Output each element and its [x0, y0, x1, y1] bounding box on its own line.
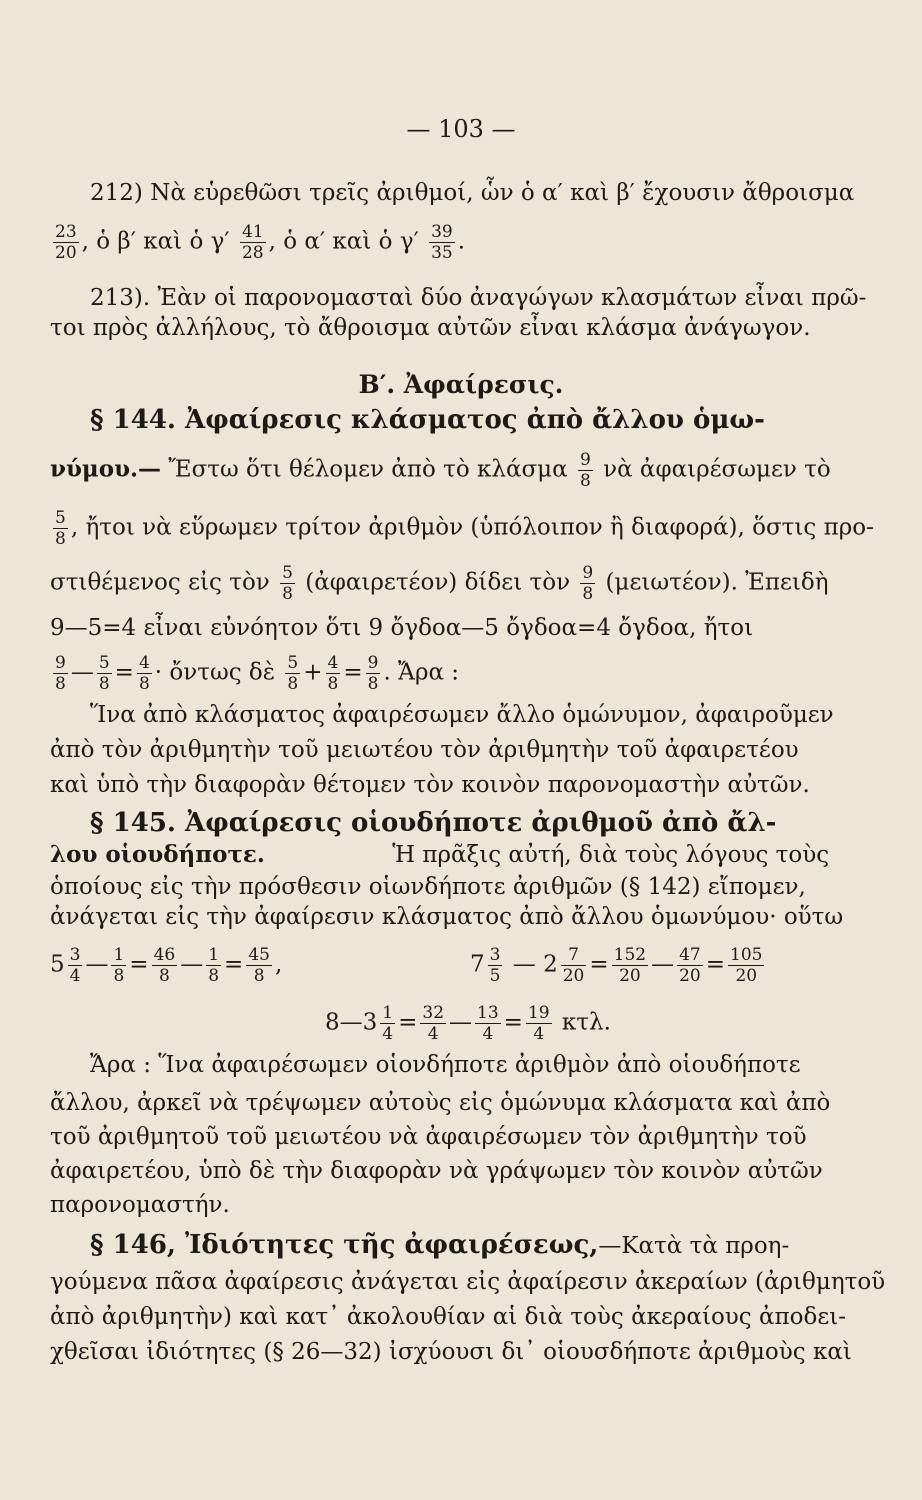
section-144-rule1: Ἵνα ἀπὸ κλάσματος ἀφαιρέσωμεν ἄλλο ὁμώνυμον, ἀφαιροῦμεν — [90, 702, 834, 728]
equation-1: 5 $\frac{3}{4}$ — $\frac{1}{8}$ = $\frac{46}{8}$ — $\frac{1}{8}$ = $\frac{45}{8}$ , — [50, 945, 283, 986]
section-144-line3: στιθέμενος εἰς τὸν $\frac{5}{8}$ (ἀφαιρετέον) δίδει τὸν $\frac{9}{8}$ (μειωτέον). Ἐπειδὴ — [50, 563, 829, 604]
exercise-212-line2: $\frac{23}{20}$ , ὁ β′ καὶ ὁ γ′ $\frac{41}{28}$ , ὁ α′ καὶ ὁ γ′ $\frac{39}{35}$ . — [55, 222, 466, 263]
exercise-213-line2: τοι πρὸς ἀλλήλους, τὸ ἄθροισμα αὐτῶν εἶναι κλάσμα ἀνάγωγον. — [50, 315, 811, 341]
section-145-heading: § 145. Ἀφαίρεσις οἱουδήποτε ἀριθμοῦ ἀπὸ ἄλ- — [90, 808, 777, 838]
fraction: $\frac{5}{8}$ — [55, 508, 66, 549]
section-145-rule3: τοῦ ἀριθμητοῦ τοῦ μειωτέου νὰ ἀφαιρέσωμεν τὸν ἀριθμητὴν τοῦ — [50, 1124, 807, 1150]
section-145-rule1: Ἄρα : Ἵνα ἀφαιρέσωμεν οἱονδήποτε ἀριθμὸν ἀπὸ οἱουδήποτε — [90, 1052, 801, 1078]
section-145-line1: λου οἱουδήποτε. Ἡ πρᾶξις αὐτή, διὰ τοὺς λόγους τοὺς — [50, 841, 830, 868]
section-146-line2: γούμενα πᾶσα ἀφαίρεσις ἀνάγεται εἰς ἀφαίρεσιν ἀκεραίων (ἀριθμητοῦ — [50, 1269, 886, 1295]
section-145-line2: ὁποίους εἰς τὴν πρόσθεσιν οἱωνδήποτε ἀριθμῶν (§ 142) εἴπομεν, — [50, 874, 806, 900]
section-144-heading: § 144. Ἀφαίρεσις κλάσματος ἀπὸ ἄλλου ὁμω- — [90, 405, 765, 435]
fraction: $\frac{9}{8}$ — [579, 450, 591, 491]
section-145-rule4: ἀφαιρετέου, ὑπὸ δὲ τὴν διαφορὰν νὰ γράψωμεν τὸν κοινὸν αὐτῶν — [50, 1158, 823, 1184]
fraction: $\frac{41}{28}$ — [241, 222, 264, 263]
equation-3: 8—3 $\frac{1}{4}$ = $\frac{32}{4}$ — $\frac{13}{4}$ = $\frac{19}{4}$ κτλ. — [325, 1003, 611, 1044]
exercise-text: Νὰ εὑρεθῶσι τρεῖς ἀριθμοί, ὧν ὁ α′ καὶ β′ ἔχουσιν ἄθροισμα — [150, 180, 855, 206]
fraction: $\frac{5}{8}$ — [282, 563, 293, 604]
exercise-213-line1: 213). Ἐὰν οἱ παρονομασταὶ δύο ἀναγώγων κλασμάτων εἶναι πρῶ- — [90, 285, 867, 311]
section-145-rule2: ἄλλου, ἀρκεῖ νὰ τρέψωμεν αὐτοὺς εἰς ὁμώνυμα κλάσματα καὶ ἀπὸ — [50, 1090, 831, 1116]
section-144-equation: $\frac{9}{8}$ — $\frac{5}{8}$ = $\frac{4}{8}$ · ὄντως δὲ $\frac{5}{8}$ + $\frac{4}{8}$ = $\frac{9}{8}$ . Ἄρα : — [55, 653, 460, 694]
fraction: $\frac{39}{35}$ — [431, 222, 453, 263]
equation-2: 7 $\frac{3}{5}$ — 2 $\frac{7}{20}$ = $\frac{152}{20}$ — $\frac{47}{20}$ = $\frac{105}{20}$ — [470, 945, 763, 986]
section-146-line3: ἀπὸ ἀριθμητὴν) καὶ κατ᾽ ἀκολουθίαν αἱ διὰ τοὺς ἀκεραίους ἀποδει- — [50, 1304, 847, 1330]
exercise-number: 212) — [90, 180, 143, 206]
exercise-212-line1 — [90, 178, 854, 208]
section-144-rule2: ἀπὸ τὸν ἀριθμητὴν τοῦ μειωτέου τὸν ἀριθμητὴν τοῦ ἀφαιρετέου — [50, 737, 799, 763]
page-number: — 103 — — [406, 115, 516, 143]
fraction: $\frac{9}{8}$ — [582, 563, 594, 604]
section-144-line1: νύμου.— Ἔστω ὅτι θέλομεν ἀπὸ τὸ κλάσμα $\frac{9}{8}$ νὰ ἀφαιρέσωμεν τὸ — [50, 450, 831, 491]
section-146-line4: χθεῖσαι ἰδιότητες (§ 26—32) ἰσχύουσι δι᾽ οἱουσδήποτε ἀριθμοὺς καὶ — [50, 1339, 852, 1365]
section-145-line3: ἀνάγεται εἰς τὴν ἀφαίρεσιν κλάσματος ἀπὸ ἄλλου ὁμωνύμου· οὕτω — [50, 904, 844, 930]
section-144-line4: 9—5=4 εἶναι εὐνόητον ὅτι 9 ὄγδοα—5 ὄγδοα=4 ὄγδοα, ἤτοι — [50, 615, 754, 641]
section-144-line2: $\frac{5}{8}$ , ἤτοι νὰ εὕρωμεν τρίτον ἀριθμὸν (ὑπόλοιπον ἢ διαφορά), ὅστις προ- — [55, 508, 874, 549]
section-146-line1: § 146, Ἰδιότητες τῆς ἀφαιρέσεως,—Κατὰ τὰ προη- — [90, 1230, 790, 1260]
section-144-rule3: καὶ ὑπὸ τὴν διαφορὰν θέτομεν τὸν κοινὸν παρονομαστὴν αὐτῶν. — [50, 772, 810, 798]
section-title: Β′. Ἀφαίρεσις. — [358, 370, 564, 399]
fraction: $\frac{23}{20}$ — [55, 222, 77, 263]
section-145-rule5: παρονομαστήν. — [50, 1192, 230, 1218]
